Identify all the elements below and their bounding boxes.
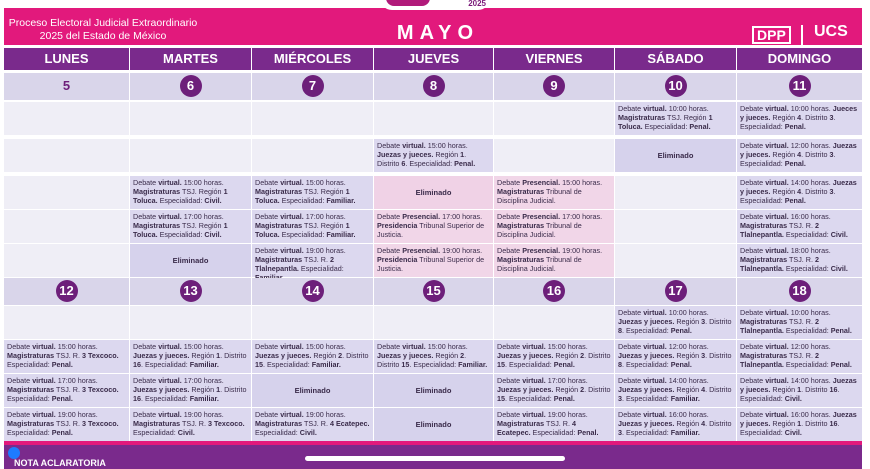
empty-cell bbox=[374, 306, 493, 339]
top-logo bbox=[380, 0, 490, 10]
nota-aclaratoria-label[interactable]: NOTA ACLARATORIA bbox=[14, 458, 106, 468]
empty-cell bbox=[494, 102, 614, 135]
day-number-12[interactable]: 12 bbox=[56, 280, 78, 302]
page-title-line1: Proceso Electoral Judicial Extraordinario bbox=[8, 17, 198, 29]
event-cell[interactable]: Debate virtual. 19:00 horas. Magistraturas TSJ. R. 3 Texcoco. Especialidad: Civil. bbox=[130, 408, 251, 441]
day-number-10[interactable]: 10 bbox=[665, 75, 687, 97]
eliminado-cell[interactable]: Eliminado bbox=[374, 176, 493, 209]
event-cell[interactable]: Debate Presencial. 19:00 horas. Magistraturas Tribunal de Disciplina Judicial. bbox=[494, 244, 614, 277]
header-banner bbox=[4, 8, 862, 45]
day-number-17[interactable]: 17 bbox=[665, 280, 687, 302]
event-cell[interactable]: Debate virtual. 17:00 horas. Juezas y jueces. Región 1. Distrito 16. Especialidad: Familiar. bbox=[130, 374, 251, 407]
empty-cell bbox=[4, 210, 129, 243]
event-cell[interactable]: Debate virtual. 19:00 horas. Magistraturas TSJ. R. 4 Ecatepec. Especialidad: Penal. bbox=[494, 408, 614, 441]
event-cell[interactable]: Debate Presencial. 19:00 horas. Presidencia Tribunal Superior de Justicia. bbox=[374, 244, 493, 277]
page-title bbox=[4, 17, 202, 43]
weekday-header-3: JUEVES bbox=[374, 48, 493, 70]
day-number-14[interactable]: 14 bbox=[302, 280, 324, 302]
event-cell[interactable]: Debate virtual. 15:00 horas. Juezas y jueces. Región 2. Distrito 15. Especialidad: Familiar. bbox=[374, 340, 493, 373]
empty-cell bbox=[494, 139, 614, 172]
event-cell[interactable]: Debate virtual. 16:00 horas. Juezas y jueces. Región 4. Distrito 3. Especialidad: Familiar. bbox=[615, 408, 736, 441]
page-title-line2: 2025 del Estado de México bbox=[39, 30, 167, 42]
empty-cell bbox=[4, 244, 129, 277]
logo-divider bbox=[801, 25, 803, 47]
day-number-5[interactable]: 5 bbox=[62, 78, 71, 93]
event-cell[interactable]: Debate virtual. 19:00 horas. Magistraturas TSJ. R. 4 Ecatepec. Especialidad: Civil. bbox=[252, 408, 373, 441]
empty-cell bbox=[615, 210, 736, 243]
event-cell[interactable]: Debate Presencial. 17:00 horas. Presidencia Tribunal Superior de Justicia. bbox=[374, 210, 493, 243]
event-cell[interactable]: Debate virtual. 15:00 horas. Magistraturas TSJ. Región 1 Toluca. Especialidad: Civil. bbox=[130, 176, 251, 209]
day-number-18[interactable]: 18 bbox=[789, 280, 811, 302]
event-cell[interactable]: Debate virtual. 12:00 horas. Juezas y jueces. Región 3. Distrito 8. Especialidad: Penal. bbox=[615, 340, 736, 373]
empty-cell bbox=[252, 139, 373, 172]
day-number-7[interactable]: 7 bbox=[302, 75, 324, 97]
event-cell[interactable]: Debate virtual. 17:00 horas. Juezas y jueces. Región 2. Distrito 15. Especialidad: Penal. bbox=[494, 374, 614, 407]
day-number-15[interactable]: 15 bbox=[423, 280, 445, 302]
ucs-logo: UCS bbox=[814, 23, 848, 40]
empty-cell bbox=[130, 306, 251, 339]
eliminado-cell[interactable]: Eliminado bbox=[374, 374, 493, 407]
event-cell[interactable]: Debate virtual. 15:00 horas. Magistraturas TSJ. R. 3 Texcoco. Especialidad: Penal. bbox=[4, 340, 129, 373]
empty-cell bbox=[615, 244, 736, 277]
weekday-header-6: DOMINGO bbox=[737, 48, 862, 70]
day-number-8[interactable]: 8 bbox=[423, 75, 445, 97]
empty-cell bbox=[4, 176, 129, 209]
weekday-header-5: SÁBADO bbox=[615, 48, 736, 70]
event-cell[interactable]: Debate virtual. 15:00 horas. Juezas y jueces. Región 1. Distrito 16. Especialidad: Familiar. bbox=[130, 340, 251, 373]
top-logo-year: 2025 bbox=[468, 0, 486, 8]
event-cell[interactable]: Debate virtual. 10:00 horas. Magistraturas TSJ. Región 1 Toluca. Especialidad: Penal. bbox=[615, 102, 736, 135]
empty-cell bbox=[4, 102, 129, 135]
empty-cell bbox=[130, 139, 251, 172]
day-number-16[interactable]: 16 bbox=[543, 280, 565, 302]
event-cell[interactable]: Debate virtual. 15:00 horas. Juezas y jueces. Región 2. Distrito 15. Especialidad: Penal. bbox=[494, 340, 614, 373]
top-logo-shape bbox=[386, 0, 430, 6]
event-cell[interactable]: Debate virtual. 17:00 horas. Magistraturas TSJ. R. 3 Texcoco. Especialidad: Penal. bbox=[4, 374, 129, 407]
event-cell[interactable]: Debate virtual. 14:00 horas. Juezas y jueces. Región 4. Distrito 3. Especialidad: Penal. bbox=[737, 176, 862, 209]
event-cell[interactable]: Debate virtual. 14:00 horas. Juezas y jueces. Región 1. Distrito 16. Especialidad: Civil. bbox=[737, 374, 862, 407]
event-cell[interactable]: Debate virtual. 10:00 horas. Jueces y jueces. Región 4. Distrito 3. Especialidad: Penal. bbox=[737, 102, 862, 135]
eliminado-cell[interactable]: Eliminado bbox=[615, 139, 736, 172]
event-cell[interactable]: Debate virtual. 12:00 horas. Juezas y jueces. Región 4. Distrito 3. Especialidad: Penal. bbox=[737, 139, 862, 172]
dpp-logo: DPP bbox=[752, 26, 791, 44]
event-cell[interactable]: Debate virtual. 10:00 horas. Magistraturas TSJ. R. 2 Tlalnepantla. Especialidad: Penal. bbox=[737, 306, 862, 339]
day-number-11[interactable]: 11 bbox=[789, 75, 811, 97]
event-cell[interactable]: Debate virtual. 10:00 horas. Juezas y jueces. Región 3. Distrito 8. Especialidad: Penal. bbox=[615, 306, 736, 339]
eliminado-cell[interactable]: Eliminado bbox=[130, 244, 251, 277]
weekday-header-0: LUNES bbox=[4, 48, 129, 70]
empty-cell bbox=[130, 102, 251, 135]
weekday-header-row bbox=[4, 48, 862, 70]
empty-cell bbox=[252, 102, 373, 135]
weekday-header-2: MIÉRCOLES bbox=[252, 48, 373, 70]
horizontal-scrollbar[interactable] bbox=[305, 456, 565, 461]
day-number-13[interactable]: 13 bbox=[180, 280, 202, 302]
eliminado-cell[interactable]: Eliminado bbox=[252, 374, 373, 407]
event-cell[interactable]: Debate virtual. 14:00 horas. Juezas y jueces. Región 4. Distrito 3. Especialidad: Familiar. bbox=[615, 374, 736, 407]
event-cell[interactable]: Debate Presencial. 17:00 horas. Magistraturas Tribunal de Disciplina Judicial. bbox=[494, 210, 614, 243]
empty-cell bbox=[4, 139, 129, 172]
weekday-header-4: VIERNES bbox=[494, 48, 614, 70]
event-cell[interactable]: Debate virtual. 15:00 horas. Juezas y jueces. Región 1. Distrito 6. Especialidad: Penal. bbox=[374, 139, 493, 172]
event-cell[interactable]: Debate virtual. 18:00 horas. Magistraturas TSJ. R. 2 Tlalnepantla. Especialidad: Civil. bbox=[737, 244, 862, 277]
event-cell[interactable]: Debate virtual. 15:00 horas. Magistraturas TSJ. Región 1 Toluca. Especialidad: Familiar. bbox=[252, 176, 373, 209]
event-cell[interactable]: Debate virtual. 17:00 horas. Magistraturas TSJ. Región 1 Toluca. Especialidad: Civil. bbox=[130, 210, 251, 243]
event-cell[interactable]: Debate virtual. 17:00 horas. Magistraturas TSJ. Región 1 Toluca. Especialidad: Familiar. bbox=[252, 210, 373, 243]
event-cell[interactable]: Debate virtual. 16:00 horas. Magistraturas TSJ. R. 2 Tlalnepantla. Especialidad: Civil. bbox=[737, 210, 862, 243]
empty-cell bbox=[4, 306, 129, 339]
empty-cell bbox=[252, 306, 373, 339]
event-cell[interactable]: Debate virtual. 19:00 horas. Magistraturas TSJ. R. 2 Tlalnepantla. Especialidad: bbox=[252, 244, 373, 277]
event-cell[interactable]: Debate virtual. 15:00 horas. Juezas y jueces. Región 2. Distrito 15. Especialidad: Familiar. bbox=[252, 340, 373, 373]
weekday-header-1: MARTES bbox=[130, 48, 251, 70]
day-number-6[interactable]: 6 bbox=[180, 75, 202, 97]
event-cell[interactable]: Debate virtual. 19:00 horas. Magistraturas TSJ. R. 3 Texcoco. Especialidad: Penal. bbox=[4, 408, 129, 441]
day-number-9[interactable]: 9 bbox=[543, 75, 565, 97]
month-title: MAYO bbox=[396, 22, 480, 44]
event-cell[interactable]: Debate virtual. 12:00 horas. Magistraturas TSJ. R. 2 Tlalnepantla. Especialidad: Penal. bbox=[737, 340, 862, 373]
event-cell[interactable]: Debate virtual. 16:00 horas. Juezas y jueces. Región 1. Distrito 16. Especialidad: Civil. bbox=[737, 408, 862, 441]
empty-cell bbox=[494, 306, 614, 339]
eliminado-cell[interactable]: Eliminado bbox=[374, 408, 493, 441]
empty-cell bbox=[615, 176, 736, 209]
empty-cell bbox=[374, 102, 493, 135]
event-cell[interactable]: Debate Presencial. 15:00 horas. Magistraturas Tribunal de Disciplina Judicial. bbox=[494, 176, 614, 209]
